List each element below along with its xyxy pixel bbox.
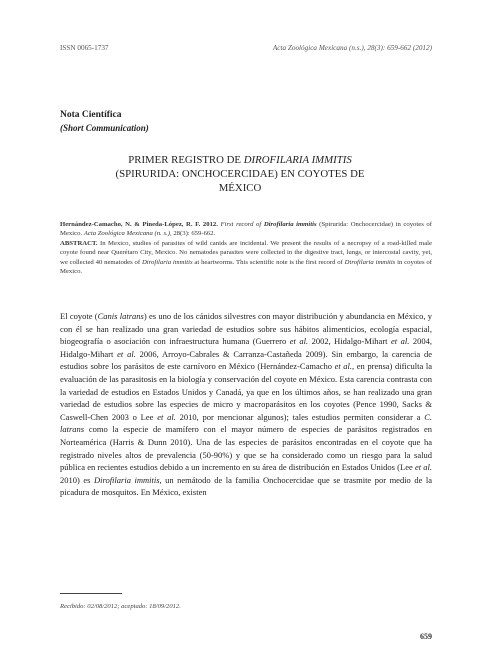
body-run: 2006, Arroyo-Cabrales & Carranza-Castañeda 2009). Sin embargo, la carencia de estudios sobre los parásitos de este carnívoro en México (Hernández-Camacho: [60, 348, 432, 372]
abstract-journal: Acta Zoológica Mexicana (n. s.): [83, 230, 170, 238]
body-run: , un nemátodo de la familia Onchocercidae que se trasmite por medio de la picadura de mosquitos. En México, existen: [60, 474, 432, 498]
et-al: et al.: [334, 361, 353, 372]
species-name: C. latrans: [60, 411, 432, 435]
et-al: et al.: [117, 348, 136, 359]
footnote-rule: [60, 593, 122, 594]
body-run: El coyote (: [60, 311, 98, 321]
body-text: [60, 310, 432, 499]
abstract-text-1: In Mexico, studies of parasites of wild canids are incidental. We present the results of a necropsy of a road-killed male coyote found near Querétaro City, Mexico. No nematodes parasites were collected in the digestive tract, lungs, or intercostal cavity, yet, we collected 40 nematodes of: [60, 239, 432, 266]
abstract-title-species: Dirofilaria immitis: [263, 221, 317, 228]
article-title: [70, 153, 410, 195]
abstract-species-1: Dirofilaria immitis: [141, 258, 193, 266]
body-run: 2010, por mencionar algunos); tales estudios permiten considerar a: [175, 411, 425, 422]
journal-citation: Acta Zoológica Mexicana (n.s.), 28(3): 659-662 (2012): [272, 44, 432, 52]
et-al: et al.: [289, 336, 309, 347]
abstract-text-3: in coyotes of Mexico.: [60, 258, 432, 276]
body-run: 2010) es: [60, 474, 94, 485]
body-run: 2004, Hidalgo-Mihart: [60, 336, 432, 359]
note-sublabel: (Short Communication): [60, 123, 149, 133]
title-prefix: PRIMER REGISTRO DE: [128, 154, 244, 166]
note-label: Nota Científica: [60, 110, 122, 120]
abstract-label: ABSTRACT.: [60, 239, 98, 247]
et-al: et al.: [414, 462, 432, 473]
species-name: Canis latrans: [97, 311, 144, 321]
body-paragraph: [60, 310, 432, 499]
body-run: , en prensa) dificulta la evaluación de las parasitosis en la biología y conservación del coyote en México. Esta carencia contrasta con la variedad de estudios en Estados Unidos y Canadá, ya que en los últimos años, se han realizado una gran variedad de estudios sobre las especies de micro y macroparásitos en los coyotes (Pence 1990, Sacks & Caswell-Chen 2003 o Lee: [60, 361, 432, 422]
abstract-year: 2012.: [200, 221, 221, 228]
received-date: Recibido: 02/08/2012; aceptado: 18/09/2012.: [60, 603, 181, 610]
species-name: Dirofilaria immitis: [93, 474, 160, 485]
abstract: [60, 220, 432, 276]
title-line-3: MÉXICO: [218, 182, 262, 194]
title-line-2: (SPIRURIDA: ONCHOCERCIDAE) EN COYOTES DE: [115, 168, 365, 180]
et-al: et al.: [157, 411, 176, 422]
abstract-authors: Hernández-Camacho, N. & Pineda-López, R. F.: [60, 221, 201, 228]
page-number: 659: [420, 632, 432, 641]
issn: ISSN 0065-1737: [60, 44, 109, 52]
abstract-citation: , 28(3): 659-662.: [169, 230, 216, 238]
abstract-species-2: Dirofilaria immitis: [344, 258, 396, 266]
et-al: et al.: [391, 336, 410, 347]
title-line-1: [70, 153, 410, 167]
body-run: ) es uno de los cánidos silvestres con mayor distribución y abundancia en México, y con él se han realizado una gran variedad de estudios sobre sus hábitos alimenticios, ecología espacial, biogeografía o asociación con infraestructura humana (Guerrero: [60, 311, 432, 347]
abstract-text-2: at heartworms. This scientific note is the first record of: [192, 258, 345, 266]
abstract-title-suffix: (Spirurida: Onchocercidae) in coyotes of Mexico.: [60, 221, 432, 238]
body-run: como la especie de mamífero con el mayor número de especies de parásitos registrados en Norteamérica (Harris & Dunn 2010). Una de las especies de parásitos encontradas en el coyote que ha registrado niveles altos de prevalencia (50-90%) y que se ha considerado como un riesgo para la salud pública en recientes estudios debido a un incremento en su área de distribución en Estados Unidos (Lee: [60, 424, 432, 473]
body-run: 2002, Hidalgo-Mihart: [308, 336, 392, 347]
abstract-title-prefix: First record of: [220, 221, 264, 228]
title-species: DIROFILARIA IMMITIS: [243, 154, 352, 166]
